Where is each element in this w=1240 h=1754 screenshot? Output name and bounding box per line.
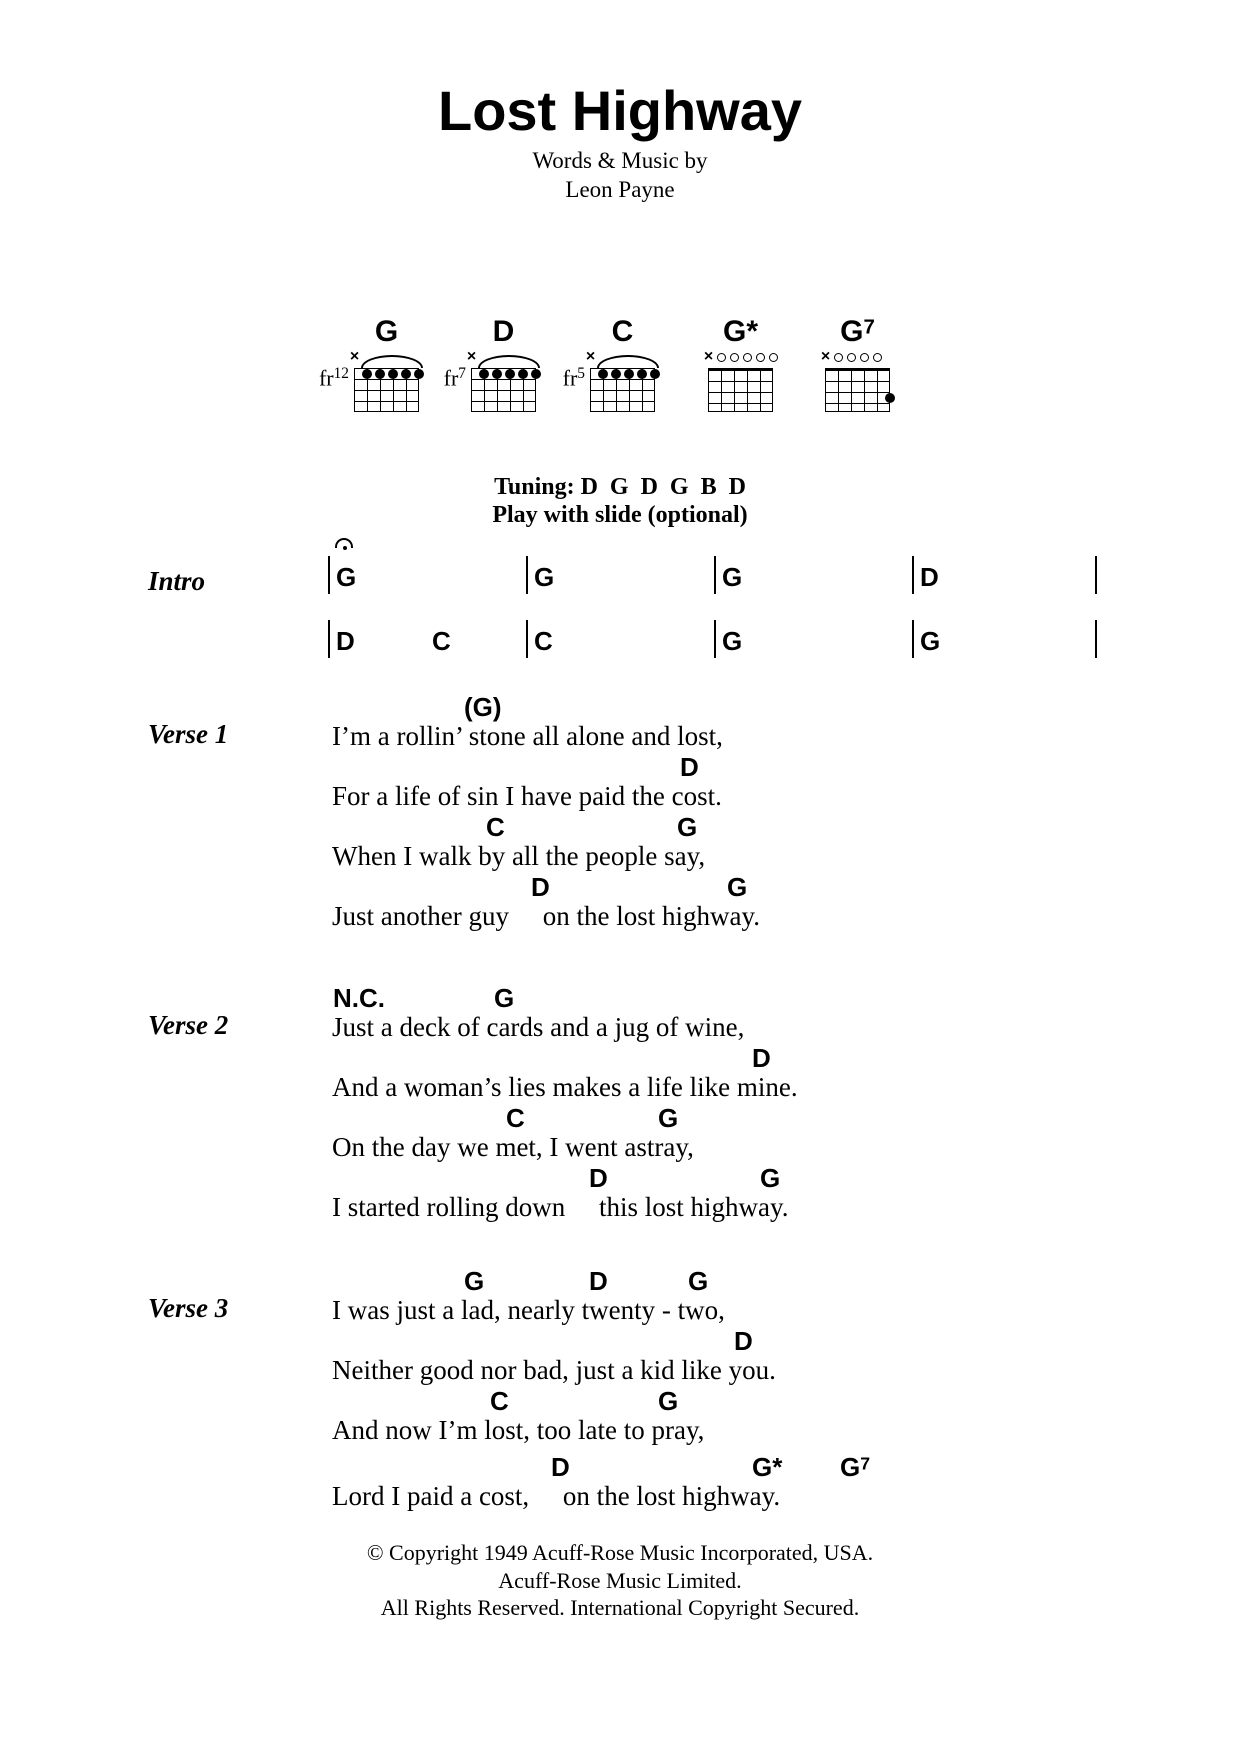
tuning-note: Tuning: D G D G B D bbox=[494, 474, 746, 500]
credit-byline: Words & Music by bbox=[532, 148, 708, 173]
fret-line bbox=[709, 381, 772, 382]
lyric-line: Just another guy on the lost highway. bbox=[332, 901, 760, 931]
fermata-dot bbox=[343, 546, 347, 550]
fret-line bbox=[472, 379, 535, 380]
finger-dot bbox=[414, 369, 424, 379]
finger-dot bbox=[518, 369, 528, 379]
copyright-line: © Copyright 1949 Acuff-Rose Music Incorporated, USA. bbox=[366, 1540, 874, 1565]
finger-dot bbox=[401, 369, 411, 379]
finger-dot bbox=[598, 369, 608, 379]
fretboard-grid bbox=[590, 368, 655, 412]
lyric-line: When I walk by all the people say, bbox=[332, 841, 706, 871]
open-string-marker bbox=[873, 353, 882, 362]
lyric-line: For a life of sin I have paid the cost. bbox=[332, 781, 722, 811]
barline bbox=[328, 556, 330, 594]
chord-name: G bbox=[374, 315, 399, 348]
chord-name: D bbox=[492, 315, 515, 348]
chord-label: G* bbox=[752, 1452, 783, 1482]
lyric-line: Neither good nor bad, just a kid like you. bbox=[332, 1355, 776, 1385]
open-string-marker bbox=[769, 353, 778, 362]
chord-label: D bbox=[920, 562, 939, 592]
barline bbox=[526, 556, 528, 594]
chord-label: D bbox=[531, 872, 550, 902]
barline bbox=[714, 620, 716, 658]
chord-label: D bbox=[551, 1452, 570, 1482]
chord-label: G bbox=[658, 1386, 679, 1416]
finger-dot bbox=[611, 369, 621, 379]
chord-label: D bbox=[589, 1266, 608, 1296]
fret-position-label: $fr^5$ bbox=[562, 365, 585, 391]
lyric-line: Just a deck of cards and a jug of wine, bbox=[332, 1012, 745, 1042]
lyric-line: I’m a rollin’ stone all alone and lost, bbox=[332, 721, 723, 751]
fret-position-label: $fr^7$ bbox=[443, 365, 466, 391]
fret-position-label: $fr^{12}$ bbox=[318, 365, 349, 391]
barline bbox=[714, 556, 716, 594]
chord-label: G bbox=[464, 1266, 485, 1296]
string-line bbox=[760, 371, 761, 411]
chord-label: D bbox=[680, 752, 699, 782]
muted-string-marker: × bbox=[703, 348, 714, 365]
fret-line bbox=[709, 392, 772, 393]
verse-label: Verse 1 bbox=[148, 719, 229, 749]
chord-label: C bbox=[432, 626, 451, 656]
chord-label: G bbox=[722, 562, 743, 592]
finger-dot bbox=[362, 369, 372, 379]
barre-arc-icon bbox=[597, 355, 659, 368]
chord-label: G bbox=[336, 562, 357, 592]
lyric-line: I started rolling down this lost highway. bbox=[332, 1192, 789, 1222]
fret-line bbox=[591, 401, 654, 402]
fret-line bbox=[355, 390, 418, 391]
fret-line bbox=[472, 390, 535, 391]
barline bbox=[912, 620, 914, 658]
chord-name: G* bbox=[722, 315, 759, 348]
finger-dot bbox=[492, 369, 502, 379]
fretboard-grid bbox=[354, 368, 419, 412]
fret-line bbox=[709, 403, 772, 404]
finger-dot bbox=[885, 393, 895, 403]
open-string-marker bbox=[834, 353, 843, 362]
muted-string-marker: × bbox=[585, 348, 596, 365]
finger-dot bbox=[375, 369, 385, 379]
chord-label: $G^7$ bbox=[840, 1452, 871, 1482]
chord-label: D bbox=[752, 1043, 771, 1073]
finger-dot bbox=[388, 369, 398, 379]
lyric-line: And now I’m lost, too late to pray, bbox=[332, 1415, 705, 1445]
string-line bbox=[838, 371, 839, 411]
finger-dot bbox=[637, 369, 647, 379]
open-string-marker bbox=[847, 353, 856, 362]
chord-label: G bbox=[534, 562, 555, 592]
lyric-line: And a woman’s lies makes a life like mine. bbox=[332, 1072, 798, 1102]
chord-label: G bbox=[727, 872, 748, 902]
chord-label: G bbox=[688, 1266, 709, 1296]
chord-label: (G) bbox=[464, 692, 502, 722]
barre-arc-icon bbox=[478, 355, 540, 368]
string-line bbox=[877, 371, 878, 411]
verse-label: Verse 2 bbox=[148, 1010, 229, 1040]
open-string-marker bbox=[730, 353, 739, 362]
finger-dot bbox=[505, 369, 515, 379]
barline bbox=[328, 620, 330, 658]
lyric-line: On the day we met, I went astray, bbox=[332, 1132, 694, 1162]
chord-label: C bbox=[486, 812, 505, 842]
song-title: Lost Highway bbox=[437, 79, 803, 142]
chord-label: D bbox=[589, 1163, 608, 1193]
verse-label: Verse 3 bbox=[148, 1293, 229, 1323]
chord-label: C bbox=[534, 626, 553, 656]
copyright-line: Acuff-Rose Music Limited. bbox=[498, 1568, 742, 1593]
slide-note: Play with slide (optional) bbox=[492, 502, 748, 528]
fret-line bbox=[826, 381, 889, 382]
string-line bbox=[721, 371, 722, 411]
fretboard-grid bbox=[708, 368, 773, 412]
credit-author: Leon Payne bbox=[565, 177, 675, 202]
muted-string-marker: × bbox=[349, 348, 360, 365]
chord-label: G bbox=[658, 1103, 679, 1133]
fret-line bbox=[472, 401, 535, 402]
fret-line bbox=[355, 379, 418, 380]
chord-label: C bbox=[506, 1103, 525, 1133]
fret-line bbox=[591, 379, 654, 380]
string-line bbox=[747, 371, 748, 411]
string-line bbox=[864, 371, 865, 411]
open-string-marker bbox=[717, 353, 726, 362]
chord-label: N.C. bbox=[333, 983, 386, 1013]
lyric-line: I was just a lad, nearly twenty - two, bbox=[332, 1295, 725, 1325]
chord-name: C bbox=[611, 315, 634, 348]
barline bbox=[1095, 556, 1097, 594]
fretboard-grid bbox=[471, 368, 536, 412]
finger-dot bbox=[531, 369, 541, 379]
chord-label: C bbox=[490, 1386, 509, 1416]
barline bbox=[912, 556, 914, 594]
chord-name: $G^7$ bbox=[840, 315, 875, 348]
chord-label: G bbox=[760, 1163, 781, 1193]
fretboard-grid bbox=[825, 368, 890, 412]
fermata-icon bbox=[335, 538, 355, 554]
fret-line bbox=[826, 392, 889, 393]
finger-dot bbox=[624, 369, 634, 379]
chord-label: G bbox=[494, 983, 515, 1013]
barre-arc-icon bbox=[361, 355, 423, 368]
fret-line bbox=[826, 403, 889, 404]
copyright-line: All Rights Reserved. International Copyright Secured. bbox=[380, 1595, 860, 1620]
barline bbox=[1095, 620, 1097, 658]
chord-label: G bbox=[920, 626, 941, 656]
open-string-marker bbox=[860, 353, 869, 362]
lyric-line: Lord I paid a cost, on the lost highway. bbox=[332, 1481, 781, 1511]
muted-string-marker: × bbox=[466, 348, 477, 365]
open-string-marker bbox=[743, 353, 752, 362]
intro-label: Intro bbox=[148, 566, 206, 596]
fret-line bbox=[591, 390, 654, 391]
barline bbox=[526, 620, 528, 658]
muted-string-marker: × bbox=[820, 348, 831, 365]
chord-label: G bbox=[722, 626, 743, 656]
chord-label: G bbox=[677, 812, 698, 842]
string-line bbox=[734, 371, 735, 411]
chord-label: D bbox=[336, 626, 355, 656]
finger-dot bbox=[650, 369, 660, 379]
chord-label: D bbox=[734, 1326, 753, 1356]
string-line bbox=[851, 371, 852, 411]
open-string-marker bbox=[756, 353, 765, 362]
finger-dot bbox=[479, 369, 489, 379]
fret-line bbox=[355, 401, 418, 402]
